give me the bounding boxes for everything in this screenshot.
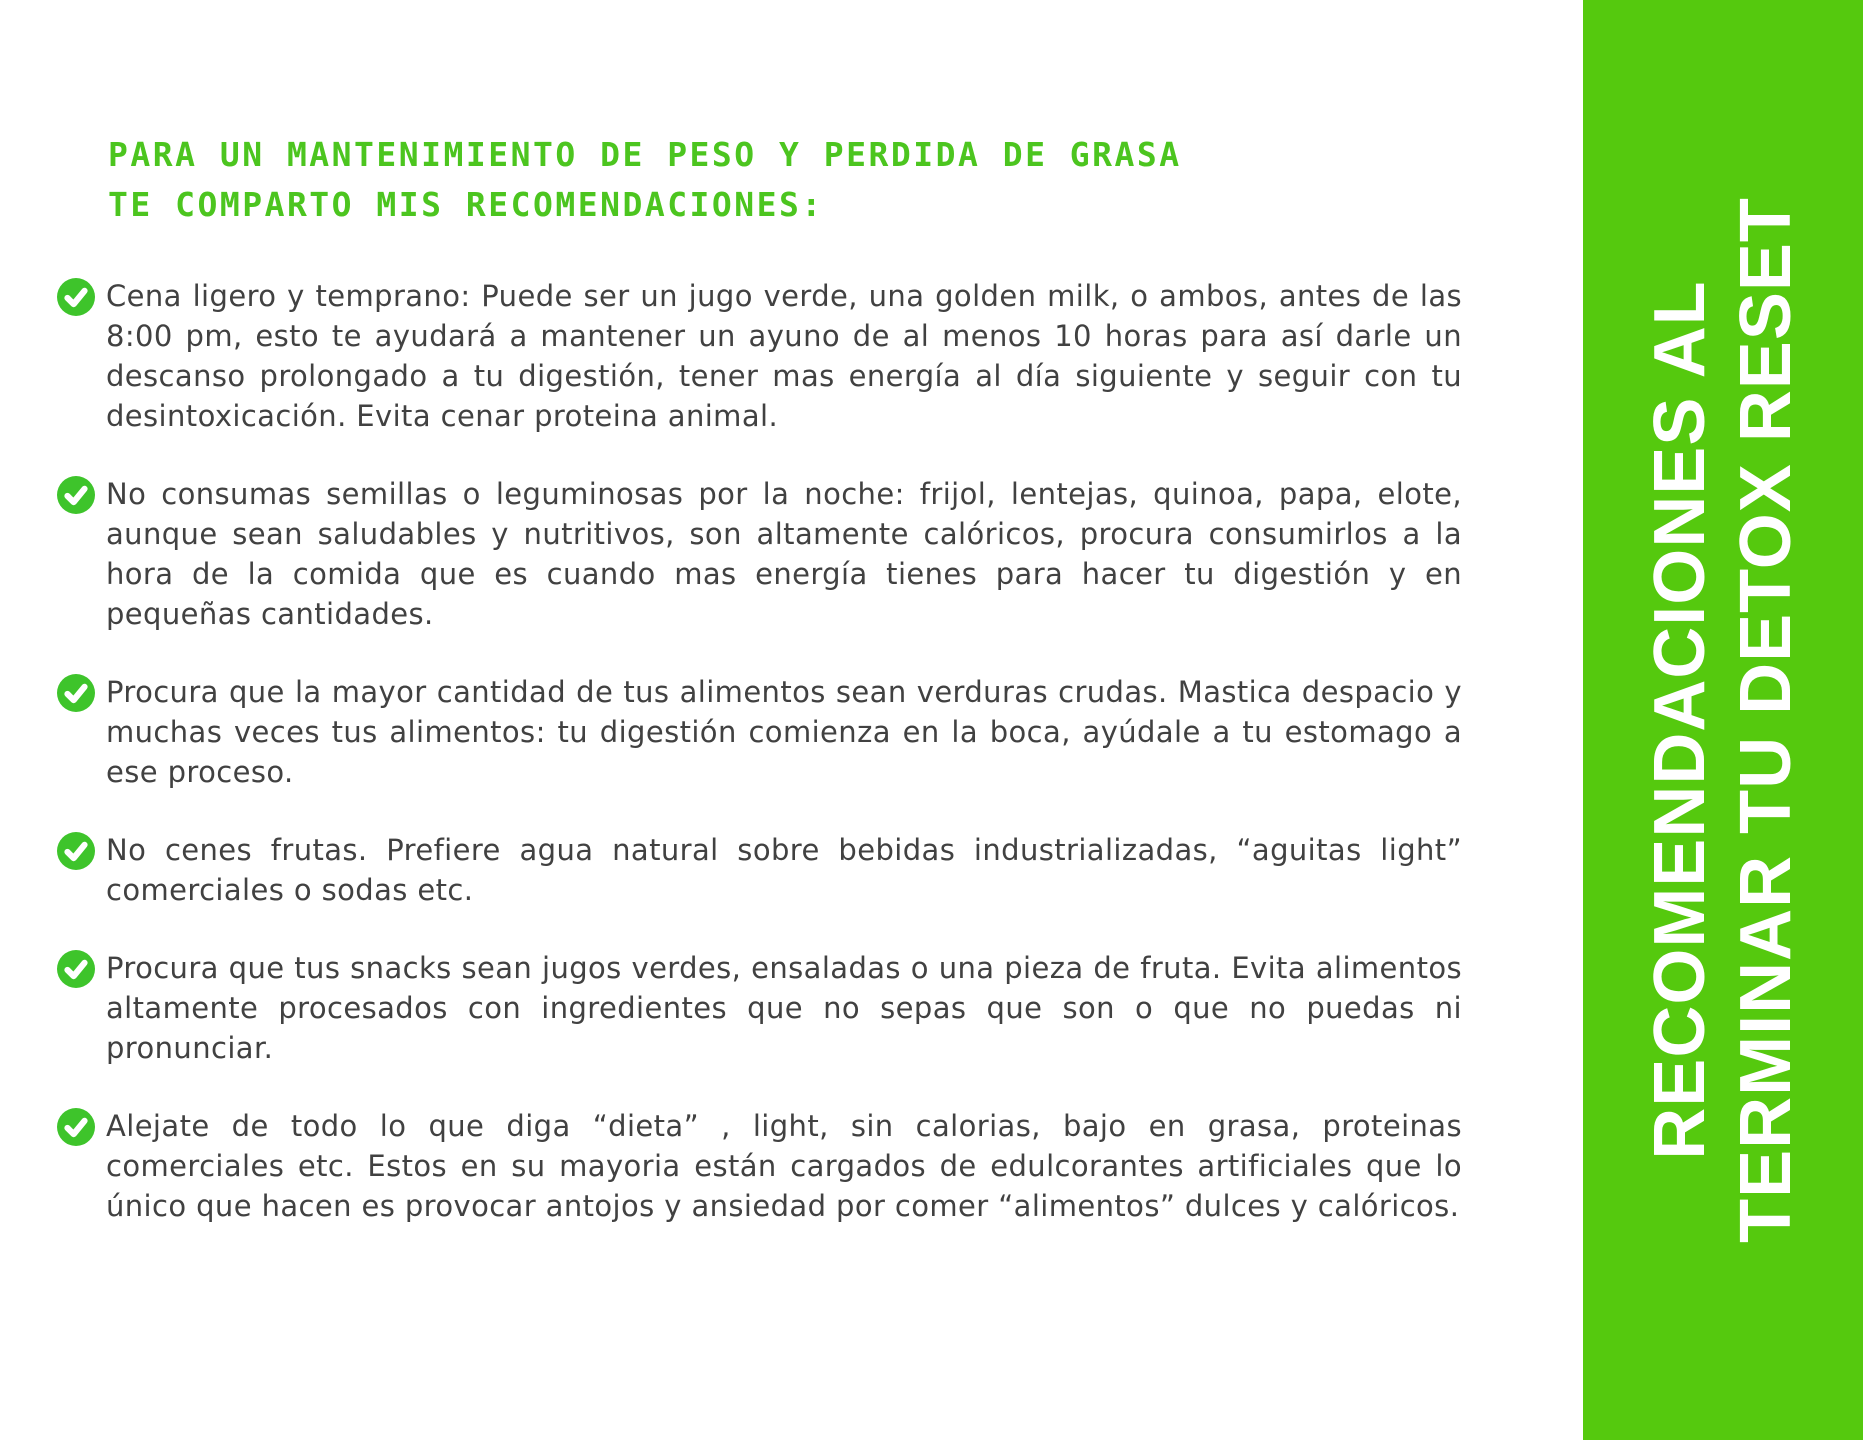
sidebar-title-line1: RECOMENDACIONES AL xyxy=(1640,280,1721,1160)
list-item-text: Procura que la mayor cantidad de tus alimentos sean verduras crudas. Mastica despacio y muchas veces tus alimentos: tu digestión comienza en la boca, ayúdale a tu estomago a ese proceso. xyxy=(106,675,1462,789)
page-title-line1: PARA UN MANTENIMIENTO DE PESO Y PERDIDA DE GRASA xyxy=(108,135,1182,174)
list-item xyxy=(57,672,1462,792)
sidebar-title-line2: TERMINAR TU DETOX RESET xyxy=(1726,197,1807,1243)
list-item-text: No cenes frutas. Prefiere agua natural sobre bebidas industrializadas, “aguitas light” comerciales o sodas etc. xyxy=(106,833,1462,907)
list-item xyxy=(57,276,1462,436)
list-item-text: Cena ligero y temprano: Puede ser un jugo verde, una golden milk, o ambos, antes de las 8:00 pm, esto te ayudará a mantener un ayuno de al menos 10 horas para así darle un descanso prolongado a tu digestión, tener mas energía al día siguiente y seguir con tu desintoxicación. Evita cenar proteina animal. xyxy=(106,279,1462,433)
list-item xyxy=(57,830,1462,910)
check-circle-icon xyxy=(57,1108,95,1146)
list-item xyxy=(57,948,1462,1068)
list-item-text: Procura que tus snacks sean jugos verdes, ensaladas o una pieza de fruta. Evita alimentos altamente procesados con ingredientes que no sepas que son o que no puedas ni pronunciar. xyxy=(106,951,1462,1065)
sidebar-vertical-title xyxy=(1637,197,1809,1243)
list-item xyxy=(57,1106,1462,1226)
check-circle-icon xyxy=(57,476,95,514)
content-area xyxy=(57,130,1462,1264)
page-title-line2: TE COMPARTO MIS RECOMENDACIONES: xyxy=(108,185,824,224)
sidebar xyxy=(1583,0,1863,1440)
page-title xyxy=(108,130,1462,230)
check-circle-icon xyxy=(57,674,95,712)
check-circle-icon xyxy=(57,278,95,316)
list-item-text: Alejate de todo lo que diga “dieta” , light, sin calorias, bajo en grasa, proteinas comerciales etc. Estos en su mayoria están cargados de edulcorantes artificiales que lo único que hacen es provocar antojos y ansiedad por comer “alimentos” dulces y calóricos. xyxy=(106,1109,1462,1223)
list-item xyxy=(57,474,1462,634)
list-item-text: No consumas semillas o leguminosas por la noche: frijol, lentejas, quinoa, papa, elote, aunque sean saludables y nutritivos, son altamente calóricos, procura consumirlos a la hora de la comida que es cuando mas energía tienes para hacer tu digestión y en pequeñas cantidades. xyxy=(106,477,1462,631)
check-circle-icon xyxy=(57,832,95,870)
check-circle-icon xyxy=(57,950,95,988)
